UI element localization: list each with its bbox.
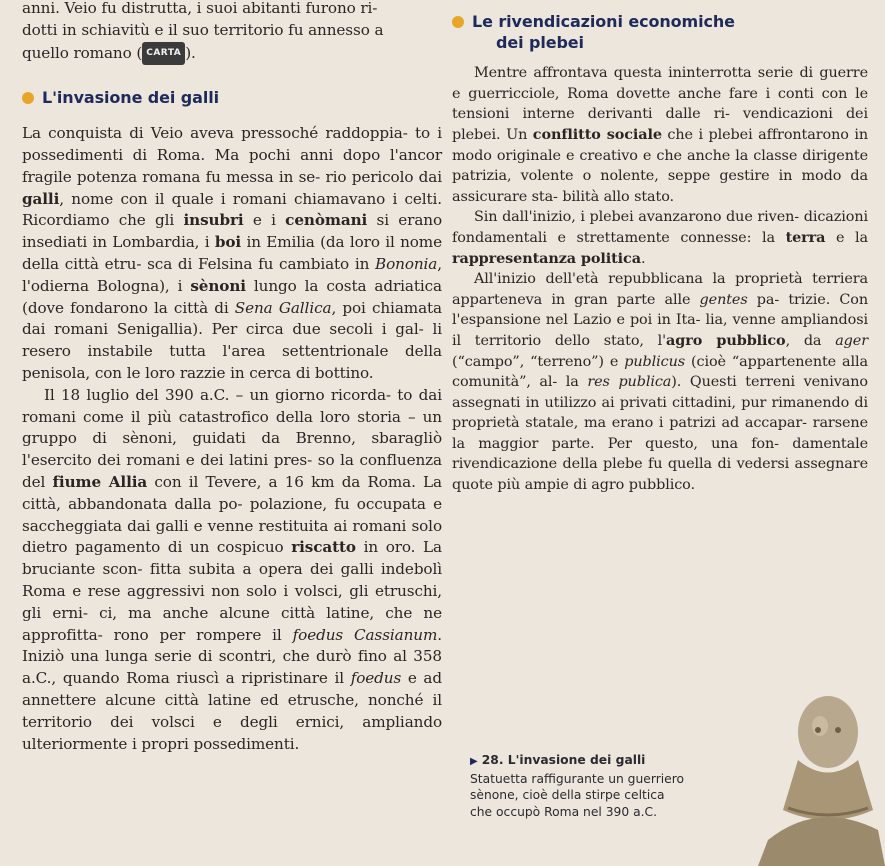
right-column (452, 12, 868, 496)
paragraph-plebei-3: All'inizio dell'età repubblicana la proprietà terriera apparteneva in gran parte alle gentes pa- trizie. Con l'espansione nel Lazio e poi in Ita- lia, venne ampliandosi il territorio dello stato, l'agro pubblico, da ager (“campo”, “terreno”) e publicus (cioè “appartenente alla comunità”, al- la res publica). Questi terreni venivano assegnati in utilizzo ai privati cittadini, pur rimanendo di proprietà statale, ma erano i patrizi ad accapar- rarsene la maggior parte. Per questo, una fon- damentale rivendicazione della plebe fu quella di vedersi assegnare quote più ampie di agro pubblico. (452, 271, 868, 494)
section-heading-plebei (452, 12, 868, 53)
caption-line: che occupò Roma nel 390 a.C. (470, 804, 658, 819)
caption-line: Statuetta raffigurante un guerriero (470, 771, 685, 786)
paragraph-galli-1: La conquista di Veio aveva pressoché raddoppia- to i possedimenti di Roma. Ma pochi anni dopo l'ancor fragile potenza romana fu messa in se- rio pericolo dai galli, nome con il quale i romani chiamavano i celti. Ricordiamo che gli insubri e i cenòmani si erano insediati in Lombardia, i boi in Emilia (da loro il nome della città etru- sca di Felsina fu cambiato in Bononia, l'odierna Bologna), i sènoni lungo la costa adriatica (dove fondarono la città di Sena Gallica, poi chiamata dai romani Senigallia). Per circa due secoli i gal- li resero instabile tutta l'area settentrionale della penisola, con le loro razzie in cerca di bottino. (22, 124, 443, 382)
warrior-statuette-image (758, 690, 885, 866)
section-title-line2: dei plebei (496, 32, 584, 52)
intro-text: anni. Veio fu distrutta, i suoi abitanti furono ri- dotti in schiavitù e il suo territorio fu annesso a quello romano ( CARTA ). (22, 0, 442, 65)
paragraph-plebei-2: Sin dall'inizio, i plebei avanzarono due riven- dicazioni fondamentali e strettamente connesse: la terra e la rappresentanza politica. (452, 209, 868, 267)
caption-title: ▶ 28. L'invasione dei galli (470, 753, 646, 767)
left-column (22, 0, 442, 755)
section-bullet-icon (22, 92, 34, 104)
caption-line: sènone, cioè della stirpe celtica (470, 788, 665, 802)
section-title-line1: Le rivendicazioni economiche (472, 12, 735, 31)
section-bullet-icon (452, 16, 464, 28)
carta-badge[interactable]: CARTA (142, 42, 185, 66)
paragraph-plebei-1: Mentre affrontava questa ininterrotta serie di guerre e guerricciole, Roma dovette anche fare i conti con le tensioni interne derivanti dalle ri- vendicazioni dei plebei. Un conflitto sociale che i plebei affrontarono in modo originale e creativo e che anche la classe dirigente patrizia, volente o nolente, seppe gestire in modo da assicurare sta- bilità allo stato. (452, 65, 868, 205)
section-heading-galli: L'invasione dei galli (22, 87, 442, 109)
arrow-right-icon: ▶ (470, 756, 478, 767)
figure-caption (470, 752, 730, 820)
paragraph-galli-2: Il 18 luglio del 390 a.C. – un giorno ricorda- to dai romani come il più catastrofico della loro storia – un gruppo di sènoni, guidati da Brenno, sbaragliò l'esercito dei romani e dei latini pres- so la confluenza del fiume Allia con il Tevere, a 16 km da Roma. La città, abbandonata dalla po- polazione, fu occupata e saccheggiata dai galli e venne restituita ai romani solo dietro pagamento di un cospicuo riscatto in oro. La bruciante scon- fitta subita a opera dei galli indebolì Roma e rese aggressivi non solo i volsci, gli etruschi, gli erni- ci, ma anche alcune città latine, che ne approfitta- rono per rompere il foedus Cassianum. Iniziò una lunga serie di scontri, che durò fino al 358 a.C., quando Roma riuscì a ripristinare il foedus e ad annettere alcune città latine ed etrusche, nonché il territorio dei volsci e degli ernici, ampliando ulteriormente i propri possedimenti. (22, 385, 443, 753)
